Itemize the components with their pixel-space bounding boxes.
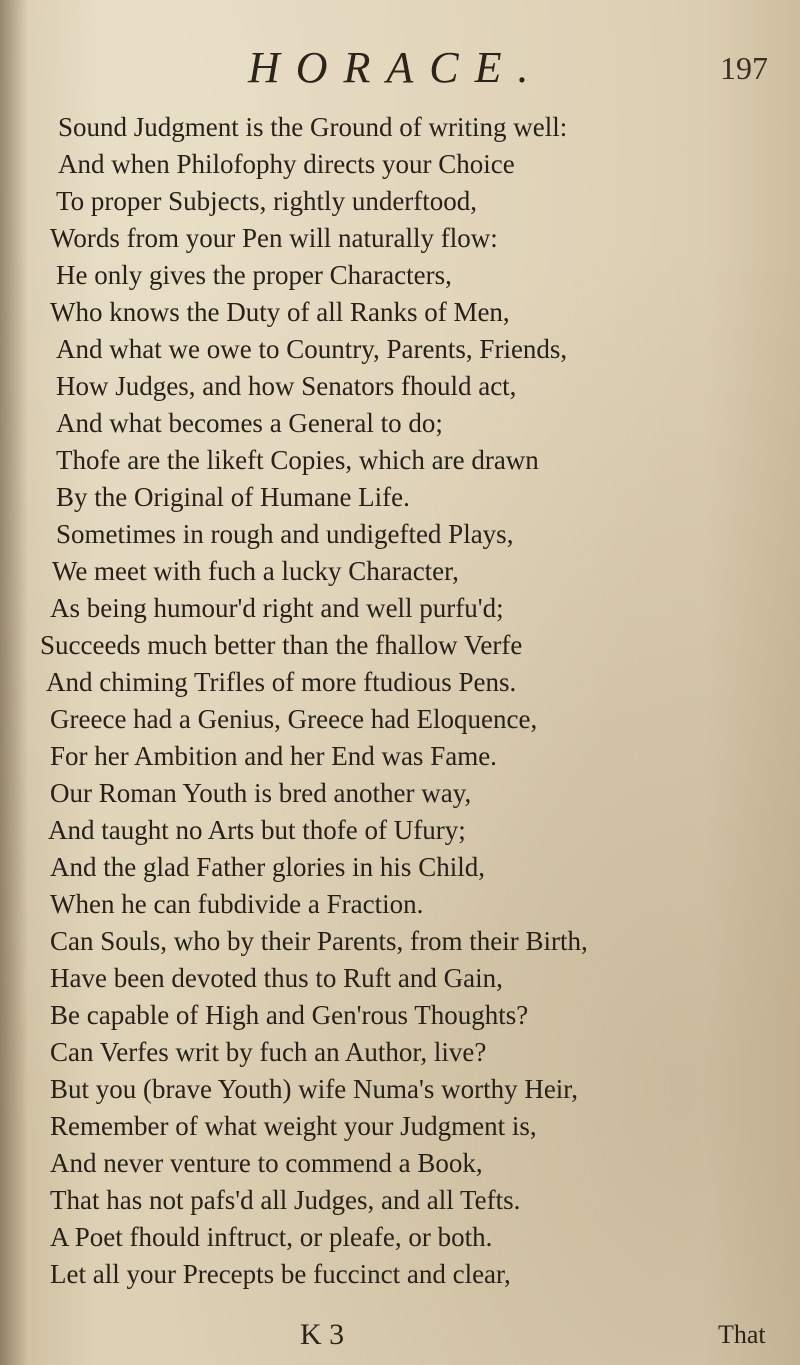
poem-line: When he can fubdivide a Fraction. (50, 889, 424, 919)
poem-line: Can Verfes writ by fuch an Author, live? (50, 1037, 487, 1067)
poem-line: Greece had a Genius, Greece had Eloquence, (50, 704, 538, 734)
poem-line: By the Original of Humane Life. (56, 482, 410, 512)
poem-line: And taught no Arts but thofe of Ufury; (48, 815, 466, 845)
poem-line: And never venture to commend a Book, (50, 1148, 483, 1178)
poem-line: For her Ambition and her End was Fame. (50, 741, 497, 771)
poem-line: We meet with fuch a lucky Character, (52, 556, 459, 586)
poem-line: That has not pafs'd all Judges, and all Tefts. (50, 1185, 521, 1215)
poem-line: To proper Subjects, rightly underftood, (56, 186, 478, 216)
poem-line: And when Philofophy directs your Choice (58, 149, 515, 179)
page-gutter-shadow (0, 0, 28, 1365)
poem-line: And what becomes a General to do; (56, 408, 443, 438)
poem-line: Be capable of High and Gen'rous Thoughts? (50, 1000, 529, 1030)
poem-line: Our Roman Youth is bred another way, (50, 778, 472, 808)
page-number: 197 (720, 50, 768, 86)
poem-line: And the glad Father glories in his Child, (50, 852, 485, 882)
poem-line: Can Souls, who by their Parents, from their Birth, (50, 926, 588, 956)
poem-line: Thofe are the likeft Copies, which are drawn (56, 445, 539, 475)
poem-line: And chiming Trifles of more ftudious Pens. (46, 667, 517, 697)
catchword: That (718, 1320, 766, 1349)
poem-line: Remember of what weight your Judgment is, (50, 1111, 537, 1141)
poem-line: Let all your Precepts be fuccinct and clear, (50, 1259, 511, 1289)
poem-line: Who knows the Duty of all Ranks of Men, (50, 297, 510, 327)
poem-line: How Judges, and how Senators fhould act, (56, 371, 517, 401)
poem-line: Words from your Pen will naturally flow: (50, 223, 498, 253)
poem-line: As being humour'd right and well purfu'd; (50, 593, 504, 623)
signature-mark: K 3 (300, 1318, 345, 1351)
poem-line: But you (brave Youth) wife Numa's worthy Heir, (50, 1074, 578, 1104)
poem-line: Succeeds much better than the fhallow Verfe (40, 630, 523, 660)
running-head: HORACE. (248, 43, 545, 92)
poem-line: Sound Judgment is the Ground of writing well: (58, 112, 568, 142)
poem-line: And what we owe to Country, Parents, Friends, (56, 334, 568, 364)
poem-line: Have been devoted thus to Ruft and Gain, (50, 963, 503, 993)
page-header (0, 42, 800, 92)
poem-line: He only gives the proper Characters, (56, 260, 452, 290)
poem-line: A Poet fhould inftruct, or pleafe, or both. (50, 1222, 493, 1252)
poem-line: Sometimes in rough and undigefted Plays, (56, 519, 514, 549)
